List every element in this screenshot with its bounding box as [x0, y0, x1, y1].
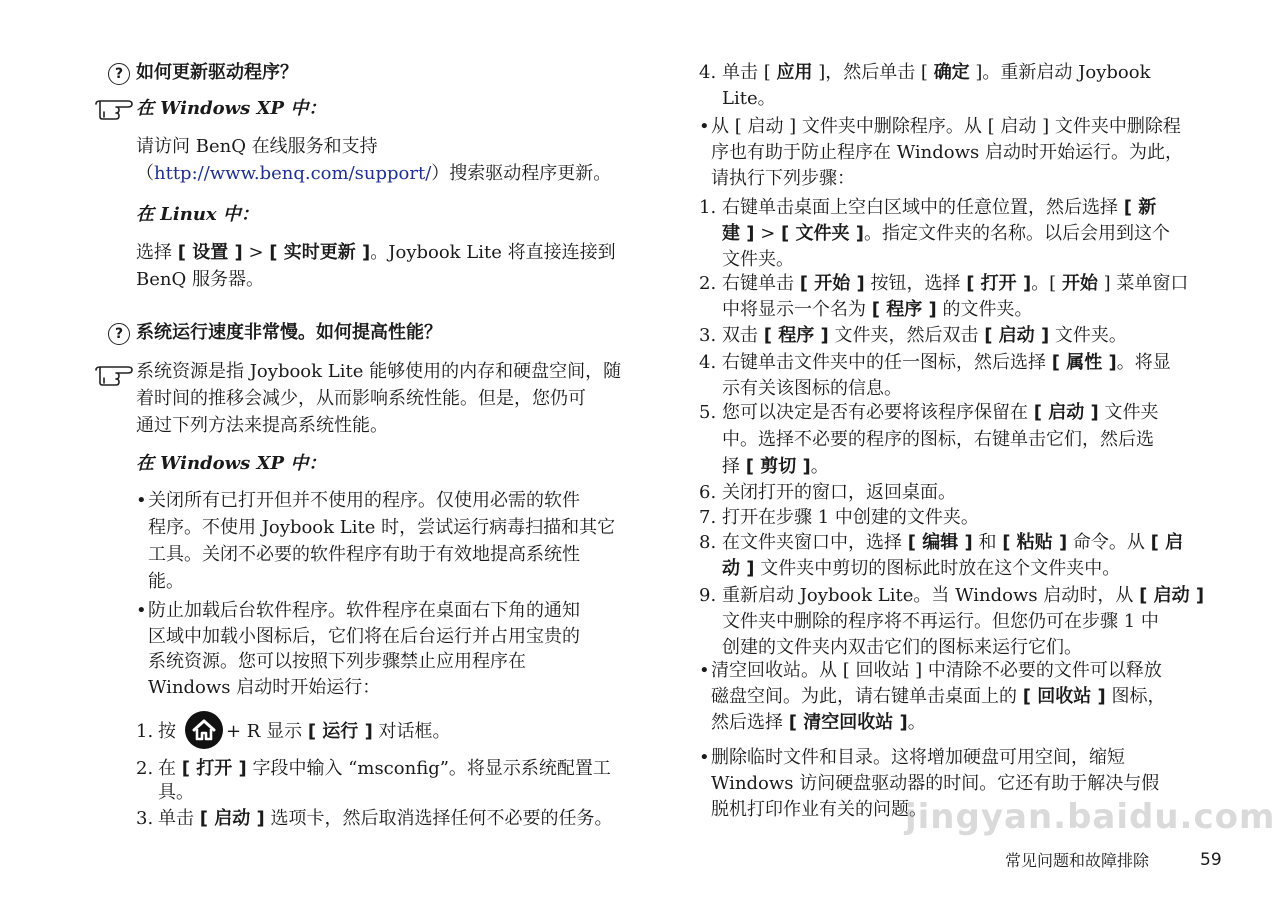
linux-heading: 在 Linux 中：: [136, 204, 259, 225]
step-number: 4.: [699, 62, 717, 83]
step-number: 9.: [699, 585, 717, 606]
text: 的文件夹。: [936, 299, 1033, 320]
menu-ref: [ 运行 ]: [307, 721, 373, 742]
paragraph-line: BenQ 服务器。: [136, 269, 264, 290]
step-text: [722, 221, 1170, 247]
text: 。将显: [1116, 352, 1171, 373]
menu-ref: [ 程序 ]: [871, 299, 937, 320]
step-number: 1.: [699, 197, 717, 218]
text: 在文件夹窗口中，选择: [722, 532, 908, 553]
pointing-hand-icon: [94, 364, 134, 386]
step-text: 关闭打开的窗口，返回桌面。: [722, 482, 956, 503]
paragraph-line: [136, 161, 611, 187]
step-text: Lite。: [722, 88, 776, 109]
step-text: 中。选择不必要的程序的图标，右键单击它们，然后选: [722, 429, 1154, 450]
text: 右键单击桌面上空白区域中的任意位置，然后选择: [722, 197, 1124, 218]
menu-ref: [ 打开 ]: [966, 273, 1032, 294]
menu-ref: [ 程序 ]: [763, 325, 829, 346]
list-item-line: 脱机打印作业有关的问题。: [711, 799, 927, 820]
question-circle-icon: ?: [108, 323, 130, 345]
step-text: [722, 271, 1188, 297]
step-text: [226, 719, 451, 745]
step-text: [722, 297, 1032, 323]
list-item-line: 删除临时文件和目录。这将增加硬盘可用空间，缩短: [711, 747, 1125, 768]
paragraph-line: 系统资源是指 Joybook Lite 能够使用的内存和硬盘空间，随: [136, 361, 622, 382]
text: 右键单击文件夹中的任一图标，然后选择: [722, 352, 1052, 373]
text: 右键单击: [722, 273, 800, 294]
footer-section-title: 常见问题和故障排除: [1005, 851, 1150, 870]
bullet: •: [136, 600, 147, 621]
list-item-line: 区域中加载小图标后，它们将在后台运行并占用宝贵的: [148, 626, 580, 647]
menu-ref: [ 开始 ]: [799, 273, 865, 294]
step-text: [722, 350, 1171, 376]
text: 。Joybook Lite 将直接连接到: [370, 242, 616, 263]
text: 文件夹中剪切的图标此时放在这个文件夹中。: [754, 558, 1121, 579]
text: 单击 [: [722, 62, 777, 83]
text: 对话框。: [372, 721, 451, 742]
menu-ref: [ 属性 ]: [1051, 352, 1117, 373]
text: 重新启动 Joybook Lite。当 Windows 启动时，从: [722, 585, 1140, 606]
menu-ref: [ 新: [1123, 197, 1157, 218]
bullet: •: [136, 490, 147, 511]
text: 择: [722, 456, 746, 477]
bullet: •: [699, 116, 710, 137]
menu-ref: [ 启动 ]: [1033, 402, 1099, 423]
step-text: 打开在步骤 1 中创建的文件夹。: [722, 507, 979, 528]
menu-ref: [ 启动 ]: [199, 808, 265, 829]
text: 图标，: [1105, 686, 1166, 707]
question-title-2: 系统运行速度非常慢。如何提高性能？: [136, 322, 442, 343]
step-number: 8.: [699, 532, 717, 553]
text: ]。重新启动 Joybook: [969, 62, 1151, 83]
step-number: 3.: [699, 325, 717, 346]
step-text: 文件夹中删除的程序将不再运行。但您仍可在步骤 1 中: [722, 611, 1159, 632]
paragraph-line: 请访问 BenQ 在线服务和支持: [136, 136, 378, 157]
menu-ref: [ 打开 ]: [181, 758, 247, 779]
question-title-1: 如何更新驱动程序？: [136, 62, 298, 83]
list-item-line: 请执行下列步骤：: [711, 168, 855, 189]
menu-ref: [ 清空回收站 ]: [788, 712, 908, 733]
step-text: [722, 454, 829, 480]
menu-ref: [ 启动 ]: [984, 325, 1050, 346]
step-number: 2.: [136, 758, 154, 779]
text: 文件夹，然后双击: [828, 325, 985, 346]
text: 中将显示一个名为: [722, 299, 872, 320]
windows-xp-heading: 在 Windows XP 中：: [136, 98, 327, 119]
text: >: [754, 223, 782, 244]
step-text: [722, 583, 1204, 609]
text: 磁盘空间。为此，请右键单击桌面上的: [711, 686, 1023, 707]
list-item-line: 序也有助于防止程序在 Windows 启动时开始运行。为此，: [711, 142, 1183, 163]
step-number: 5.: [699, 402, 717, 423]
paragraph-line: [136, 240, 616, 266]
menu-ref: 确定: [933, 62, 970, 83]
step-text: [158, 756, 611, 782]
text: 。指定文件夹的名称。以后会用到这个: [864, 223, 1171, 244]
paragraph-text: ）搜索驱动程序更新。: [431, 163, 612, 184]
menu-ref: 应用: [776, 62, 813, 83]
bullet: •: [699, 747, 710, 768]
list-item-line: 系统资源。您可以按照下列步骤禁止应用程序在: [148, 651, 526, 672]
text: 在: [158, 758, 182, 779]
step-text: [722, 323, 1127, 349]
windows-xp-heading: 在 Windows XP 中：: [136, 453, 327, 474]
menu-ref: [ 启动 ]: [1139, 585, 1205, 606]
menu-ref: [ 实时更新 ]: [269, 242, 371, 263]
step-text: [722, 556, 1120, 582]
menu-ref: [ 启: [1150, 532, 1184, 553]
list-item-line: 清空回收站。从 [ 回收站 ] 中清除不必要的文件可以释放: [711, 660, 1162, 681]
menu-ref: [ 剪切 ]: [745, 456, 811, 477]
menu-ref: [ 文件夹 ]: [781, 223, 865, 244]
pointing-hand-icon: [94, 98, 134, 120]
list-item-line: 关闭所有已打开但并不使用的程序。仅使用必需的软件: [148, 490, 580, 511]
menu-ref: [ 粘贴 ]: [1002, 532, 1068, 553]
step-text: [722, 195, 1156, 221]
menu-ref: [ 设置 ]: [177, 242, 243, 263]
text: 文件夹。: [1049, 325, 1127, 346]
step-text: [158, 806, 612, 832]
text: 。: [810, 456, 829, 477]
text: 和: [972, 532, 1003, 553]
benq-support-link[interactable]: http://www.benq.com/support/: [154, 163, 432, 184]
list-item-line: [711, 684, 1165, 710]
paragraph-line: 通过下列方法来提高系统性能。: [136, 415, 388, 436]
step-number: 1.: [136, 721, 154, 742]
step-text: 创建的文件夹内双击它们的图标来运行它们。: [722, 637, 1082, 658]
list-item-line: 工具。关闭不必要的软件程序有助于有效地提高系统性: [148, 544, 580, 565]
list-item-line: Windows 启动时开始运行：: [148, 677, 381, 698]
list-item-line: 防止加载后台软件程序。软件程序在桌面右下角的通知: [148, 600, 580, 621]
menu-ref: 开始: [1061, 273, 1098, 294]
step-text: [722, 60, 1150, 86]
text: 。[: [1031, 273, 1062, 294]
step-text: 具。: [158, 782, 194, 803]
text: ] 菜单窗口: [1097, 273, 1189, 294]
menu-ref: 建 ]: [722, 223, 755, 244]
page-number: 59: [1200, 850, 1222, 870]
step-text: [722, 530, 1183, 556]
paren-open: （: [136, 163, 154, 184]
question-circle-icon: ?: [108, 63, 130, 85]
step-text: 文件夹。: [722, 249, 794, 270]
step-text: 按: [158, 721, 176, 742]
step-text: 示有关该图标的信息。: [722, 378, 902, 399]
text: + R 显示: [226, 721, 308, 742]
step-number: 4.: [699, 352, 717, 373]
step-number: 6.: [699, 482, 717, 503]
menu-ref: 动 ]: [722, 558, 755, 579]
list-item-line: 从 [ 启动 ] 文件夹中删除程序。从 [ 启动 ] 文件夹中删除程: [711, 116, 1181, 137]
text: 选项卡，然后取消选择任何不必要的任务。: [264, 808, 613, 829]
step-text: [722, 400, 1158, 426]
list-item-line: Windows 访问硬盘驱动器的时间。它还有助于解决与假: [711, 773, 1160, 794]
list-item-line: [711, 710, 926, 736]
list-item-line: 程序。不使用 Joybook Lite 时，尝试运行病毒扫描和其它: [148, 517, 616, 538]
menu-ref: [ 编辑 ]: [907, 532, 973, 553]
text: 按钮，选择: [864, 273, 967, 294]
text: 您可以决定是否有必要将该程序保留在: [722, 402, 1034, 423]
text: 字段中输入 “msconfig”。将显示系统配置工: [246, 758, 611, 779]
home-key-icon: [185, 711, 223, 749]
text: 文件夹: [1098, 402, 1159, 423]
text: 选择: [136, 242, 178, 263]
baidu-watermark: jingyan.baidu.com: [905, 797, 1276, 837]
text: 然后选择: [711, 712, 789, 733]
step-number: 2.: [699, 273, 717, 294]
text: ]，然后单击 [: [812, 62, 934, 83]
text: 双击: [722, 325, 764, 346]
list-item-line: 能。: [148, 571, 184, 592]
step-number: 3.: [136, 808, 154, 829]
text: 。: [907, 712, 926, 733]
menu-ref: [ 回收站 ]: [1022, 686, 1106, 707]
text: >: [242, 242, 270, 263]
step-number: 7.: [699, 507, 717, 528]
text: 命令。从: [1067, 532, 1151, 553]
bullet: •: [699, 660, 710, 681]
text: 单击: [158, 808, 200, 829]
paragraph-line: 着时间的推移会减少，从而影响系统性能。但是，您仍可: [136, 388, 586, 409]
